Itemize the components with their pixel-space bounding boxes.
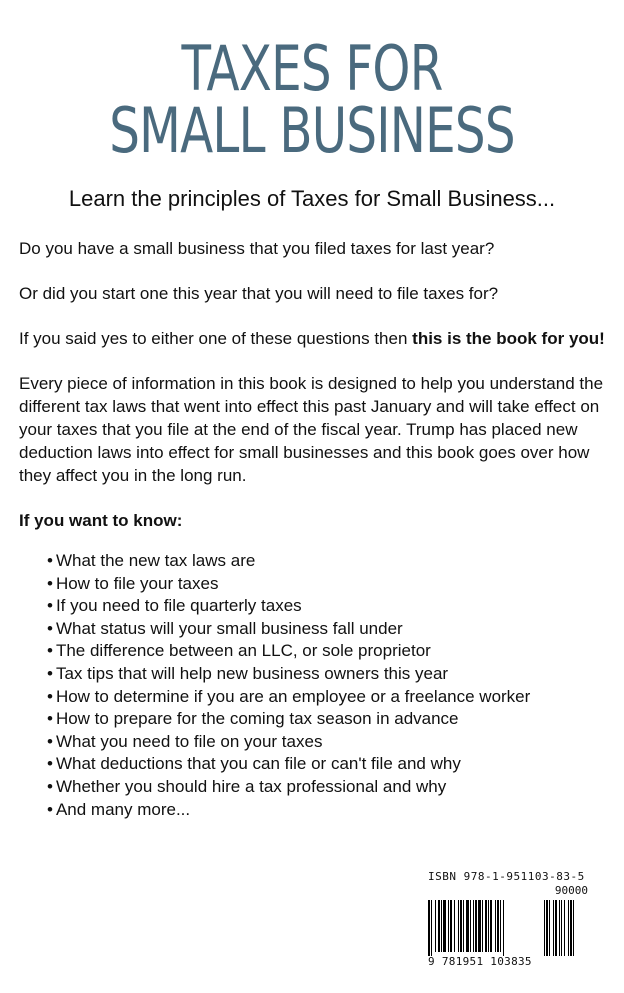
barcode-bars-icon [426, 886, 592, 956]
list-item: • Tax tips that will help new business owners this year [47, 663, 609, 686]
price-code: 90000 [554, 884, 588, 897]
paragraph-3 [19, 327, 609, 350]
list-item: • If you need to file quarterly taxes [47, 595, 609, 618]
list-item: • What status will your small business fall under [47, 618, 609, 641]
list-item: • How to file your taxes [47, 573, 609, 596]
subtitle: Learn the principles of Taxes for Small Business... [68, 186, 556, 211]
paragraph-1: Do you have a small business that you filed taxes for last year? [19, 239, 495, 258]
book-title [69, 32, 556, 167]
list-item: • What deductions that you can file or can't file and why [47, 753, 609, 776]
description [19, 237, 609, 821]
list-item: • What the new tax laws are [47, 550, 609, 573]
isbn-label: ISBN 978-1-951103-83-5 [428, 870, 585, 883]
list-item: • What you need to file on your taxes [47, 731, 609, 754]
paragraph-3-bold: this is the book for you! [412, 329, 605, 348]
title-line-2: SMALL BUSINESS [109, 94, 515, 167]
barcode [424, 868, 594, 972]
bullet-list [19, 550, 609, 821]
list-item: • How to determine if you are an employee or a freelance worker [47, 686, 609, 709]
list-item: • And many more... [47, 799, 609, 822]
paragraph-2: Or did you start one this year that you will need to file taxes for? [19, 284, 499, 303]
barcode-digits: 9 781951 103835 [428, 955, 532, 968]
list-item: • Whether you should hire a tax professional and why [47, 776, 609, 799]
list-item: • How to prepare for the coming tax season in advance [47, 708, 609, 731]
paragraph-4: Every piece of information in this book is designed to help you understand the different tax laws that went into effect this past January and will take effect on your taxes that you file at the end of the fiscal year. Trump has placed new deduction laws into effect for small businesses and this book goes over how they affect you in the long run. [19, 374, 604, 485]
title-line-1: TAXES FOR [181, 32, 443, 105]
paragraph-3-text: If you said yes to either one of these questions then [19, 329, 413, 348]
list-heading: If you want to know: [19, 511, 183, 530]
list-item: • The difference between an LLC, or sole proprietor [47, 640, 609, 663]
